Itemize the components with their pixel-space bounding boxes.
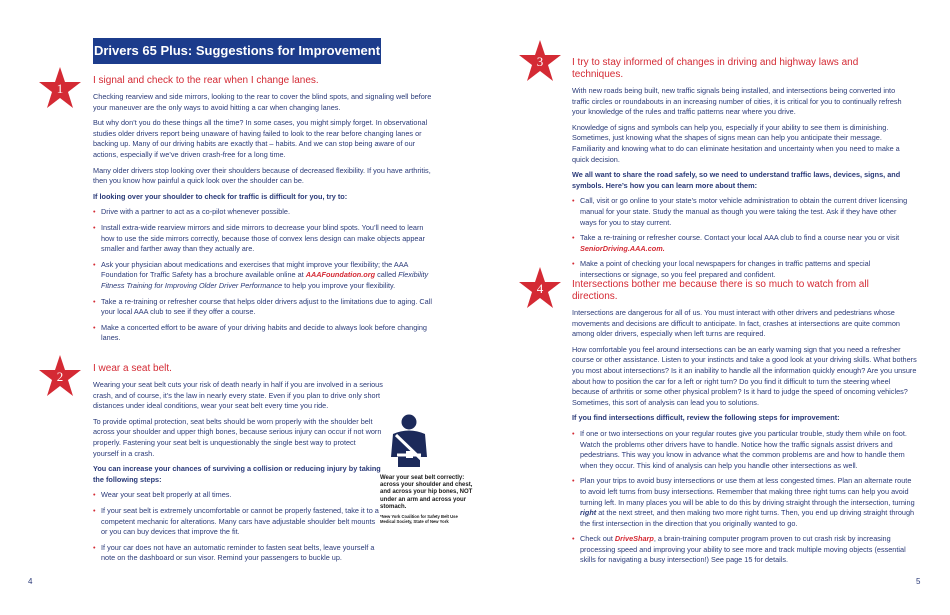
list-item-text: Check out xyxy=(580,534,613,544)
seat-belt-figure-icon xyxy=(380,413,438,471)
red-star-icon xyxy=(518,39,562,83)
paragraph: To provide optimal protection, seat belts should be worn properly with the shoulder belt across your shoulder and upper thigh bones, because serious injury can occur if not worn properly. Fastening your seat belt is unquestionably the single best way to protect yourself in a crash. xyxy=(93,416,382,458)
page-number: 5 xyxy=(916,577,921,586)
list-lead: We all want to share the road safely, so we need to understand traffic laws, devices, signs, and symbols. Here’s how you can learn more about them: xyxy=(572,170,901,190)
list-item-text: at the next street, and then making two more right turns. Then, you end up driving straight through the first intersection in the direction that you originally wanted to go. xyxy=(580,508,915,528)
list-item xyxy=(93,260,433,292)
section-number: 1 xyxy=(56,81,64,96)
red-star-icon xyxy=(518,266,562,310)
brochure-title: Flexibility Fitness Training for Improving Older Driver Performance xyxy=(101,270,429,290)
section-number: 4 xyxy=(536,281,544,296)
section-number: 3 xyxy=(536,54,544,69)
paragraph: Intersections are dangerous for all of us. You must interact with other drivers and pedestrians whose movements and decisions are difficult to anticipate. In fact, crashes at intersections are quite common among older drivers, especially when left turns are required. xyxy=(572,308,900,339)
paragraph: How comfortable you feel around intersections can be an early warning sign that you need a refresher course or other assistance. Listen to your instincts and take a good look at your driving skills. What bothers you most about intersections? Is it an inability to handle all the information quickly enough? Are you unsure about how to position the car for a left or right turn? Do you find it difficult to turn the steering wheel because of arthritis or some other physical problem? Is it hard to judge the speed of oncoming vehicles? Sometimes, this sort of analysis can lead you to solutions. xyxy=(572,344,917,407)
list-item-text: , a brain-training computer program proven to cut crash risk by increasing processing speed and improving your ability to see more and track multiple moving objects (essential skills for navigating a busy intersection!) See page 15 for details. xyxy=(580,534,906,565)
emphasis: right xyxy=(580,508,597,518)
page-banner: Drivers 65 Plus: Suggestions for Improvement xyxy=(93,38,381,64)
figure-credit: *New York Coalition for Safety Belt Use Medical Society, State of New York xyxy=(380,514,458,525)
paragraph: Many older drivers stop looking over their shoulders because of decreased flexibility. If you have arthritis, then you know how painful a quick look over the shoulder can be. xyxy=(93,165,431,186)
list-item-text: Plan your trips to avoid busy intersections or use them at less congested times. Plan an alternate route to avoid left turns from busy intersections. Remember that making three right turns can help you avoid turning left. In many places you will be able to do this by driving straight through the intersection, turning xyxy=(580,476,915,507)
list-lead: You can increase your chances of surviving a collision or reducing injury by taking the following steps: xyxy=(93,464,381,484)
figure-caption: Wear your seat belt correctly: across your shoulder and chest, and across your hip bones, NOT under an arm and across your stomach. xyxy=(380,475,473,510)
red-star-icon xyxy=(38,354,82,398)
paragraph: Wearing your seat belt cuts your risk of death nearly in half if you are involved in a serious crash, and of course, it’s the law in nearly every state. Even if you plan to drive only short distances under ideal conditions, wear your seat belt every time you ride. xyxy=(93,380,383,411)
list-item: • Install extra-wide rearview mirrors and side mirrors to decrease your blind spots. You’ll need to learn how to use the side mirrors correctly, because those of convex lens design can make objects appear smaller and farther away than they actually are. xyxy=(93,223,433,255)
aaa-foundation-link[interactable]: AAAFoundation.org xyxy=(305,270,376,280)
seat-belt-figure xyxy=(380,413,474,524)
drivesharp-link[interactable]: DriveSharp xyxy=(614,534,654,544)
list-item-text: Take a re-training or refresher course. Contact your local AAA club to find a course near you or visit xyxy=(580,233,900,243)
list-lead: If you find intersections difficult, review the following steps for improvement: xyxy=(572,413,840,423)
paragraph: Knowledge of signs and symbols can help you, especially if your ability to see them is diminishing. Sometimes, just knowing what the shapes of signs mean can help you anticipate their message. Familiarity and knowing what to do can eliminate hesitation and uncertainty when you need to make a quick decision. xyxy=(572,122,900,164)
section-heading: I try to stay informed of changes in driving and highway laws and techniques. xyxy=(572,57,859,80)
list-item: • If your car does not have an automatic reminder to fasten seat belts, leave yourself a note on the dashboard or sun visor. Remind your passengers to buckle up. xyxy=(93,543,383,564)
red-star-icon xyxy=(38,66,82,110)
right-page xyxy=(475,0,950,615)
paragraph: With new roads being built, new traffic signals being installed, and intersections being converted into traffic circles or roundabouts in an increasing number of cities, it is critical for you to continually refresh your knowledge of the rules and traffic patterns near where you drive. xyxy=(572,86,902,117)
section-4 xyxy=(572,279,917,571)
list-item xyxy=(572,476,917,529)
section-2 xyxy=(93,363,383,569)
list-item xyxy=(572,233,912,254)
section-heading: I signal and check to the rear when I change lanes. xyxy=(93,75,319,86)
list-item: • If one or two intersections on your regular routes give you particular trouble, study them while on foot. Watch the problems other drivers have to handle. Notice how the traffic signals assist drivers and pedestrians. This way you know in advance what the common problems are and how to handle them when they occur. This kind of analysis can help you handle other intersections as well. xyxy=(572,429,917,471)
paragraph: Checking rearview and side mirrors, looking to the rear to cover the blind spots, and signaling well before your maneuver are the only ways to avoid hitting a car when changing lanes. xyxy=(93,92,432,112)
paragraph: But why don’t you do these things all the time? In some cases, you might simply forget. In observational studies older drivers report being unaware of having failed to look to the rear before changing lanes or backing up. Many of our driving habits are exactly that – habits. And we can stop being aware of our actions, especially if we’ve driven crash-free for a long time. xyxy=(93,118,428,159)
list-lead: If looking over your shoulder to check for traffic is difficult for you, try to: xyxy=(93,191,348,201)
list-item-text: Ask your physician about medications and exercises that might improve your flexibility; the AAA Foundation for Traffic Safety has a brochure available online at xyxy=(101,259,409,280)
bullet-list xyxy=(572,196,912,280)
list-item-text: to help you improve your flexibility. xyxy=(284,280,396,290)
page-number: 4 xyxy=(28,577,33,586)
section-1 xyxy=(93,75,433,349)
senior-driving-link[interactable]: SeniorDriving.AAA.com. xyxy=(580,243,665,253)
list-item-text: called xyxy=(377,270,397,280)
list-item: • Drive with a partner to act as a co-pilot whenever possible. xyxy=(93,207,433,218)
bullet-list xyxy=(93,490,383,564)
list-item xyxy=(572,534,917,566)
list-item: • Take a re-training or refresher course that helps older drivers adjust to the limitations due to aging. Call your local AAA club to see if they offer a course. xyxy=(93,297,433,318)
list-item: • Call, visit or go online to your state’s motor vehicle administration to obtain the current driver licensing manual for your state. Study the manual as though you were taking the test. Ask if they have other ways for you to stay current. xyxy=(572,196,912,228)
list-item: • If your seat belt is extremely uncomfortable or cannot be properly fastened, take it to a competent mechanic for alterations. Many cars have adjustable shoulder belt mounts or you can buy devices that improve the fit. xyxy=(93,506,383,538)
section-3 xyxy=(572,57,912,286)
section-heading: I wear a seat belt. xyxy=(93,363,172,374)
list-item: • Make a point of checking your local newspapers for changes in traffic patterns and special intersections or signage, so you feel prepared and confident. xyxy=(572,259,912,280)
list-item: • Wear your seat belt properly at all times. xyxy=(93,490,383,501)
bullet-list xyxy=(572,429,917,566)
section-number: 2 xyxy=(56,369,64,384)
bullet-list xyxy=(93,207,433,344)
list-item: • Make a concerted effort to be aware of your driving habits and decide to always look before changing lanes. xyxy=(93,323,433,344)
section-heading: Intersections bother me because there is so much to watch from all directions. xyxy=(572,279,869,302)
